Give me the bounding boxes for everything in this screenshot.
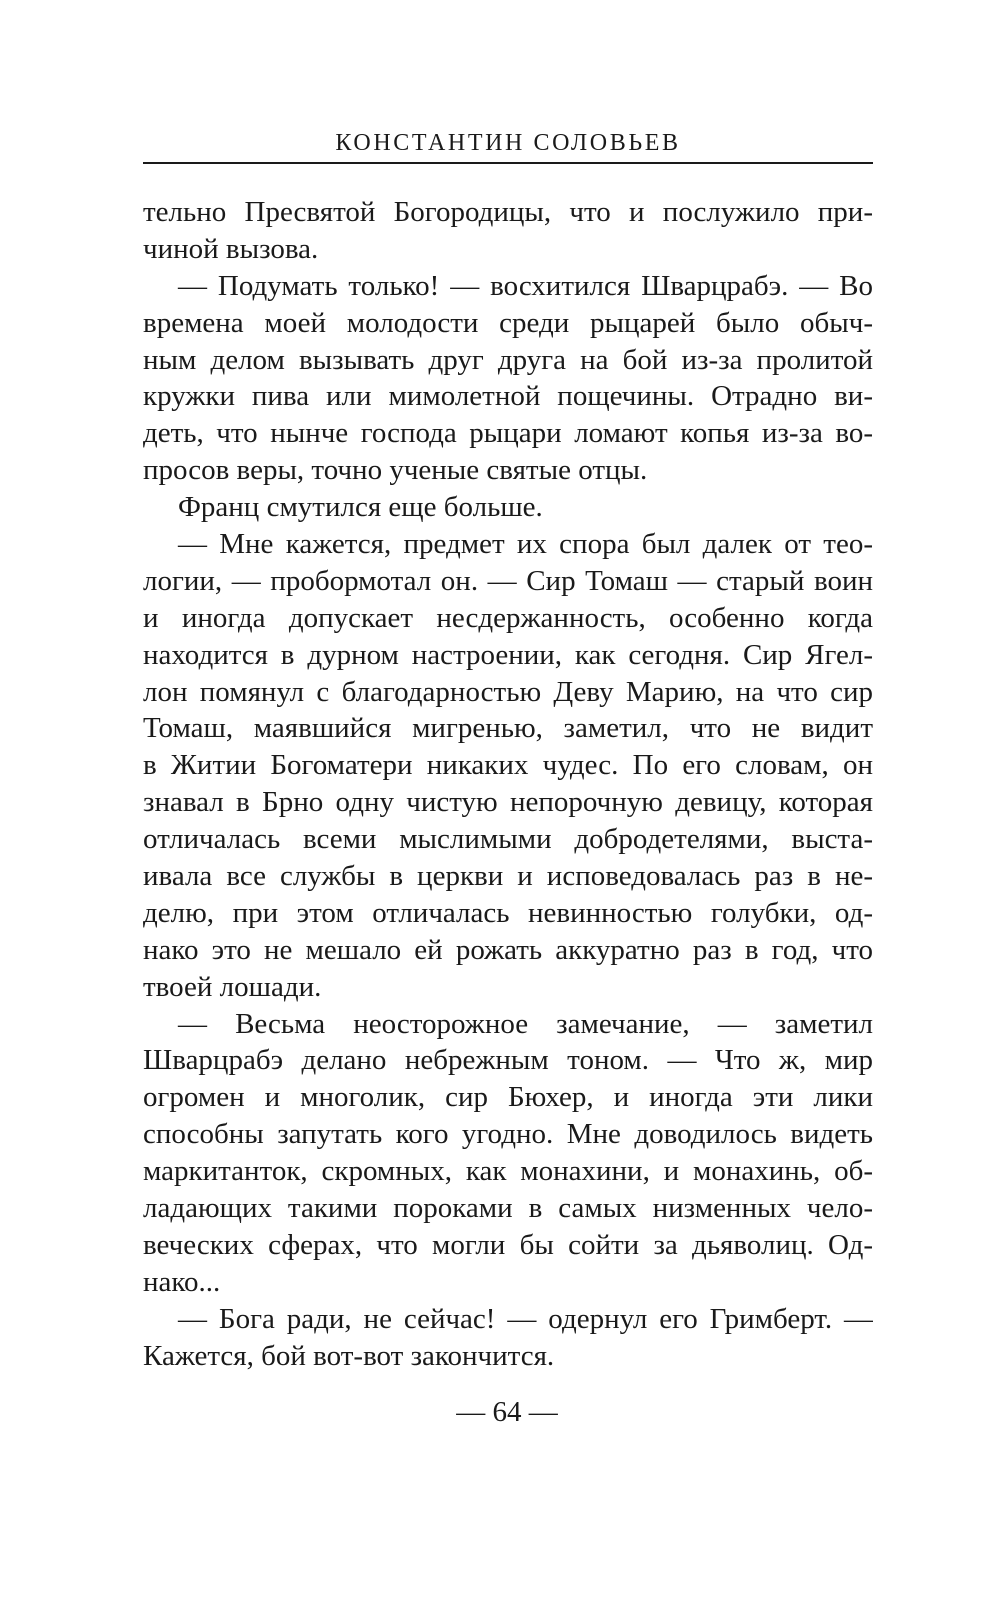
paragraph <box>143 1301 873 1375</box>
paragraph <box>143 526 873 1006</box>
text-line: лон помянул с благодарностью Деву Марию, на что сир <box>143 675 873 708</box>
text-line: Томаш, маявшийся мигренью, заметил, что не видит <box>143 712 873 745</box>
text-line: ивала все службы в церкви и исповедовалась раз в не- <box>143 860 873 893</box>
text-line: деть, что нынче господа рыцари ломают копья из-за во- <box>143 417 873 450</box>
text-line: кружки пива или мимолетной пощечины. Отрадно ви- <box>143 380 873 413</box>
text-line: огромен и многолик, сир Бюхер, и иногда эти лики <box>143 1081 873 1114</box>
header-rule <box>143 162 873 164</box>
text-line: маркитанток, скромных, как монахини, и монахинь, об- <box>143 1155 873 1188</box>
text-line: нако... <box>143 1265 221 1298</box>
text-line: ным делом вызывать друг друга на бой из-за пролитой <box>143 343 873 376</box>
text-line: делю, при этом отличалась невинностью голубки, од- <box>143 896 873 929</box>
paragraph <box>143 489 873 526</box>
paragraph <box>143 1006 873 1301</box>
page-number: — 64 — <box>456 1396 558 1428</box>
text-line: Кажется, бой вот-вот закончится. <box>143 1339 555 1372</box>
text-line: способны запутать кого угодно. Мне доводилось видеть <box>143 1118 873 1151</box>
text-line: Франц смутился еще больше. <box>178 491 543 524</box>
text-line: — Весьма неосторожное замечание, — заметил <box>178 1007 873 1040</box>
text-line: — Бога ради, не сейчас! — одернул его Гримберт. — <box>178 1302 873 1335</box>
text-line: и иногда допускает несдержанность, особенно когда <box>143 601 873 634</box>
text-line: — Мне кажется, предмет их спора был далек от тео- <box>178 528 873 561</box>
page-text <box>143 194 873 1375</box>
text-line: в Житии Богоматери никаких чудес. По его словам, он <box>143 749 873 782</box>
text-line: логии, — пробормотал он. — Сир Томаш — старый воин <box>143 564 873 597</box>
text-line: находится в дурном настроении, как сегодня. Сир Ягел- <box>143 638 873 671</box>
text-line: просов веры, точно ученые святые отцы. <box>143 454 648 487</box>
paragraph <box>143 268 873 489</box>
paragraph <box>143 194 873 268</box>
text-line: тельно Пресвятой Богородицы, что и послужило при- <box>143 196 873 228</box>
text-line: нако это не мешало ей рожать аккуратно раз в год, что <box>143 933 873 966</box>
running-head-author: КОНСТАНТИН СОЛОВЬЕВ <box>335 130 681 156</box>
text-line: Шварцрабэ делано небрежным тоном. — Что ж, мир <box>143 1044 873 1077</box>
text-line: твоей лошади. <box>143 970 322 1003</box>
text-line: знавал в Брно одну чистую непорочную девицу, которая <box>143 786 873 819</box>
text-line: времена моей молодости среди рыцарей было обыч- <box>143 306 873 339</box>
text-line: чиной вызова. <box>143 232 319 265</box>
text-line: отличалась всеми мыслимыми добродетелями, выста- <box>143 823 873 856</box>
text-line: веческих сферах, что могли бы сойти за дьяволиц. Од- <box>143 1228 873 1261</box>
text-line: ладающих такими пороками в самых низменных чело- <box>143 1192 873 1225</box>
text-line: — Подумать только! — восхитился Шварцрабэ. — Во <box>178 269 873 302</box>
